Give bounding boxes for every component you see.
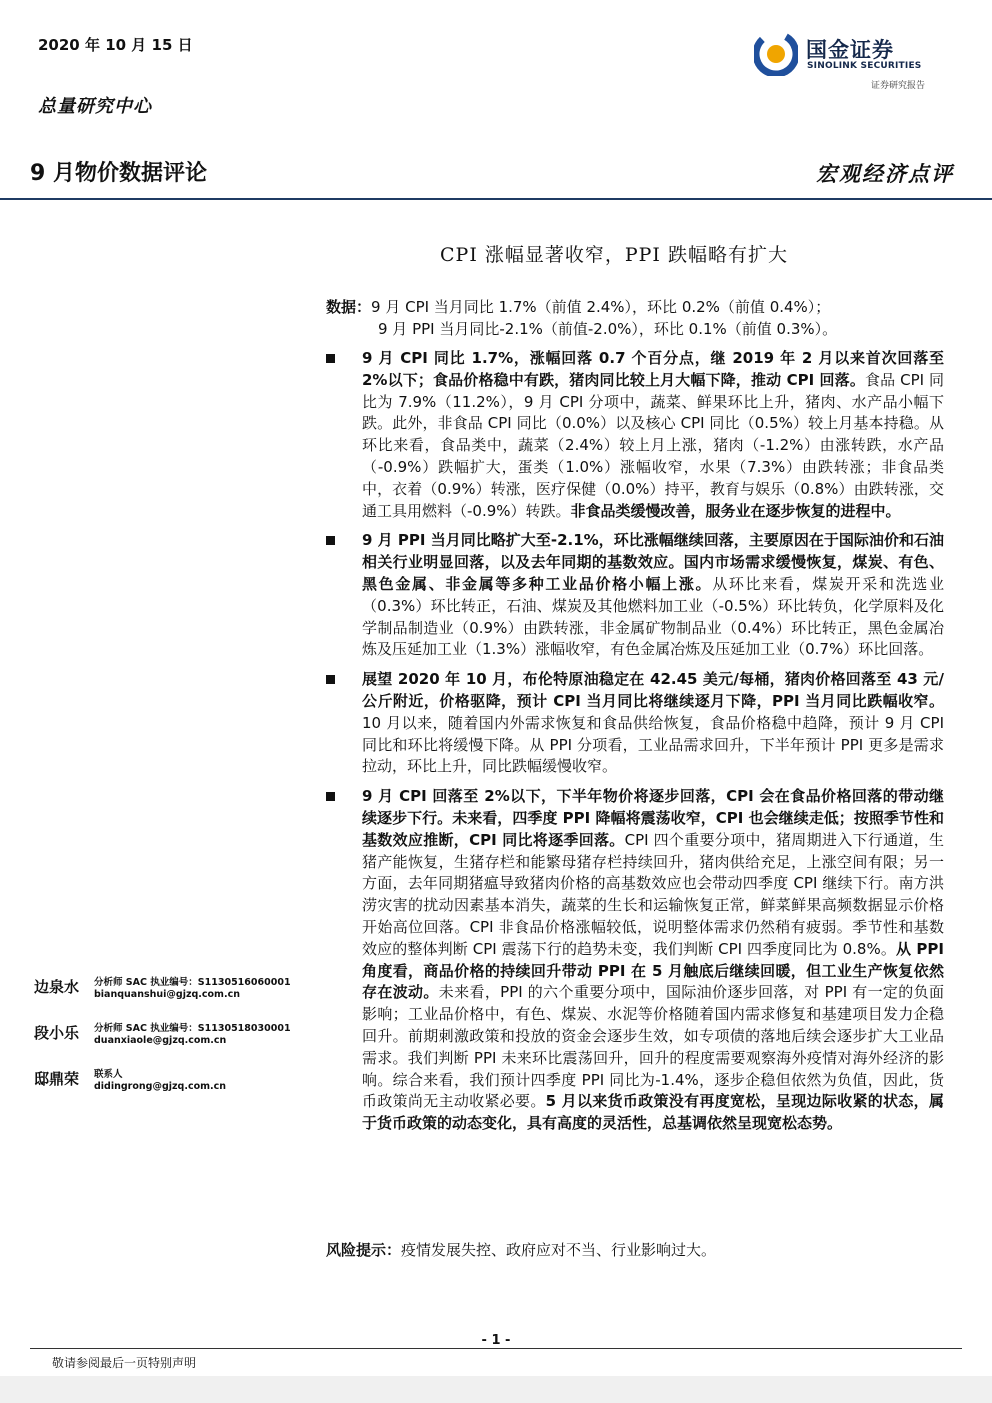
research-center: 总量研究中心 xyxy=(38,96,152,117)
bullet-bold-2: 从 PPI 角度看，商品价格的持续回升带动 PPI 在 5 月触底后继续回暖，但工业生产恢复依然存在波动。 xyxy=(362,939,945,1002)
bottom-band xyxy=(0,1376,992,1403)
bullet-bold-2: 非食品类缓慢改善，服务业在逐步恢复的进程中。 xyxy=(570,501,901,520)
analyst-role: 分析师 SAC 执业编号：S1130516060001 xyxy=(94,977,291,988)
bullet-outlook xyxy=(326,669,944,778)
bullet-list xyxy=(326,348,944,1143)
data-section xyxy=(326,296,956,340)
data-line-2: 9 月 PPI 当月同比-2.1%（前值-2.0%），环比 0.1%（前值 0.3%）。 xyxy=(378,320,838,338)
footer-disclaimer: 敬请参阅最后一页特别声明 xyxy=(52,1356,197,1370)
report-category: 证券研究报告 xyxy=(871,81,926,91)
bullet-bold-3: 5 月以来货币政策没有再度宽松，呈现边际收紧的状态，属于货币政策的动态变化，具有高度的灵活性，总基调依然呈现宽松态势。 xyxy=(362,1092,944,1133)
report-date: 2020 年 10 月 15 日 xyxy=(38,36,193,54)
headline: CPI 涨幅显著收窄，PPI 跌幅略有扩大 xyxy=(440,244,788,266)
data-label: 数据： xyxy=(326,298,372,316)
bullet-ppi-summary xyxy=(326,530,944,661)
analyst-list xyxy=(34,972,314,1110)
analyst-role: 分析师 SAC 执业编号：S1130518030001 xyxy=(94,1023,291,1034)
logo-english-name: SINOLINK SECURITIES xyxy=(807,61,922,71)
company-logo xyxy=(754,28,954,92)
report-type: 宏观经济点评 xyxy=(816,161,954,186)
risk-text: 疫情发展失控、政府应对不当、行业影响过大。 xyxy=(401,1241,717,1259)
bullet-text: 10 月以来，随着国内外需求恢复和食品供给恢复，食品价格稳中趋降，预计 9 月 CPI 同比和环比将缓慢下降。从 PPI 分项看，工业品需求回升，下半年预计 PPI 更多是需求拉动，环比上升，同比跌幅缓慢收窄。 xyxy=(362,713,944,776)
analyst-entry xyxy=(34,972,314,1018)
bullet-bold: 9 月 CPI 回落至 2%以下，下半年物价将逐步回落，CPI 会在食品价格回落的带动继续逐步下行。未来看，四季度 PPI 降幅将震荡收窄，CPI 也会继续走低；按照季节性和基数效应推断，CPI 同比将逐季回落。 xyxy=(362,787,944,849)
bullet-text-2: 未来看，PPI 的六个重要分项中，国际油价逐步回落，对 PPI 有一定的负面影响；工业品价格中，有色、煤炭、水泥等价格随着国内需求修复和基建项目发力企稳回升。前期刺激政策和投放的资金会逐步生效，如专项债的落地后续会逐步扩大工业品需求。我们判断 PPI 未来环比震荡回升，回升的程度需要观察海外疫情对海外经济的影响。综合来看，我们预计四季度 PPI 同比为-1.4%，逐步企稳但依然为负值，因此，货币政策尚无主动收紧必要。 xyxy=(362,983,944,1111)
bullet-bold: 9 月 CPI 同比 1.7%，涨幅回落 0.7 个百分点，继 2019 年 2 月以来首次回落至 2%以下；食品价格稳中有跌，猪肉同比较上月大幅下降，推动 CPI 回落。 xyxy=(362,349,944,389)
square-bullet-icon xyxy=(326,354,335,363)
analyst-entry xyxy=(34,1064,314,1110)
bullet-text: 从环比来看，煤炭开采和洗选业（0.3%）环比转正，石油、煤炭及其他燃料加工业（-0.5%）环比转负，化学原料及化学制品制造业（0.9%）由跌转涨，非金属矿物制品业（0.4%）环比转正，黑色金属冶炼及压延加工业（1.3%）涨幅收窄，有色金属冶炼及压延加工业（0.7%）环比回落。 xyxy=(362,574,944,659)
bullet-bold: 9 月 PPI 当月同比略扩大至-2.1%，环比涨幅继续回落，主要原因在于国际油价和石油相关行业明显回落，以及去年同期的基数效应。国内市场需求缓慢恢复，煤炭、有色、黑色金属、非金属等多种工业品价格小幅上涨。 xyxy=(362,531,944,593)
page-number: - 1 - xyxy=(481,1333,511,1348)
risk-label: 风险提示： xyxy=(326,1241,402,1259)
bullet-forecast xyxy=(326,786,944,1135)
analyst-role: 联系人 xyxy=(94,1069,123,1080)
square-bullet-icon xyxy=(326,536,335,545)
analyst-name: 边泉水 xyxy=(34,978,80,996)
bullet-bold: 展望 2020 年 10 月，布伦特原油稳定在 42.45 美元/每桶，猪肉价格回落至 43 元/公斤附近，价格驱降，预计 CPI 当月同比将继续逐月下降，PPI 当月同比跌幅收窄。 xyxy=(362,670,944,710)
square-bullet-icon xyxy=(326,792,335,801)
data-cpi-text: 9 月 CPI 当月同比 1.7%（前值 2.4%），环比 0.2%（前值 0.4%）； xyxy=(371,298,831,316)
analyst-name: 段小乐 xyxy=(34,1024,80,1042)
footer-divider xyxy=(30,1348,962,1349)
bullet-cpi-summary xyxy=(326,348,944,522)
analyst-email[interactable]: bianquanshui@gjzq.com.cn xyxy=(94,989,240,1000)
data-line-1 xyxy=(326,296,956,318)
analyst-email[interactable]: duanxiaole@gjzq.com.cn xyxy=(94,1035,227,1046)
bullet-text: CPI 四个重要分项中，猪周期进入下行通道，生猪产能恢复，生猪存栏和能繁母猪存栏持续回升，猪肉供给充足，上涨空间有限；另一方面，去年同期猪瘟导致猪肉价格的高基数效应也会带动四季度 CPI 继续下行。南方洪涝灾害的扰动因素基本消失，蔬菜的生长和运输恢复正常，鲜菜鲜果高频数据显示价格开始高位回落。CPI 非食品价格涨幅较低，说明整体需求仍然稍有疲弱。季节性和基数效应的整体判断 CPI 震荡下行的趋势未变，我们判断 CPI 四季度同比为 0.8%。 xyxy=(362,830,944,958)
document-title: 9 月物价数据评论 xyxy=(30,161,207,186)
risk-warning xyxy=(326,1240,716,1260)
logo-mark-icon xyxy=(754,32,798,76)
analyst-name: 邸鼎荣 xyxy=(34,1070,80,1088)
bullet-text: 食品 CPI 同比为 7.9%（11.2%），9 月 CPI 分项中，蔬菜、鲜果环比上升，猪肉、水产品小幅下跌。此外，非食品 CPI 同比（0.0%）以及核心 CPI 同比（0.5%）较上月基本持稳。从环比来看，食品类中，蔬菜（2.4%）较上月上涨，猪肉（-1.2%）由涨转跌，水产品（-0.9%）跌幅扩大，蛋类（1.0%）涨幅收窄，水果（7.3%）由跌转涨；非食品类中，衣着（0.9%）转涨，医疗保健（0.0%）持平，教育与娱乐（0.8%）由跌转涨，交通工具用燃料（-0.9%）转跌。 xyxy=(362,370,945,520)
analyst-email[interactable]: didingrong@gjzq.com.cn xyxy=(94,1081,227,1092)
header-divider xyxy=(0,198,992,200)
square-bullet-icon xyxy=(326,675,335,684)
logo-chinese-name: 国金证券 xyxy=(806,38,894,62)
analyst-entry xyxy=(34,1018,314,1064)
